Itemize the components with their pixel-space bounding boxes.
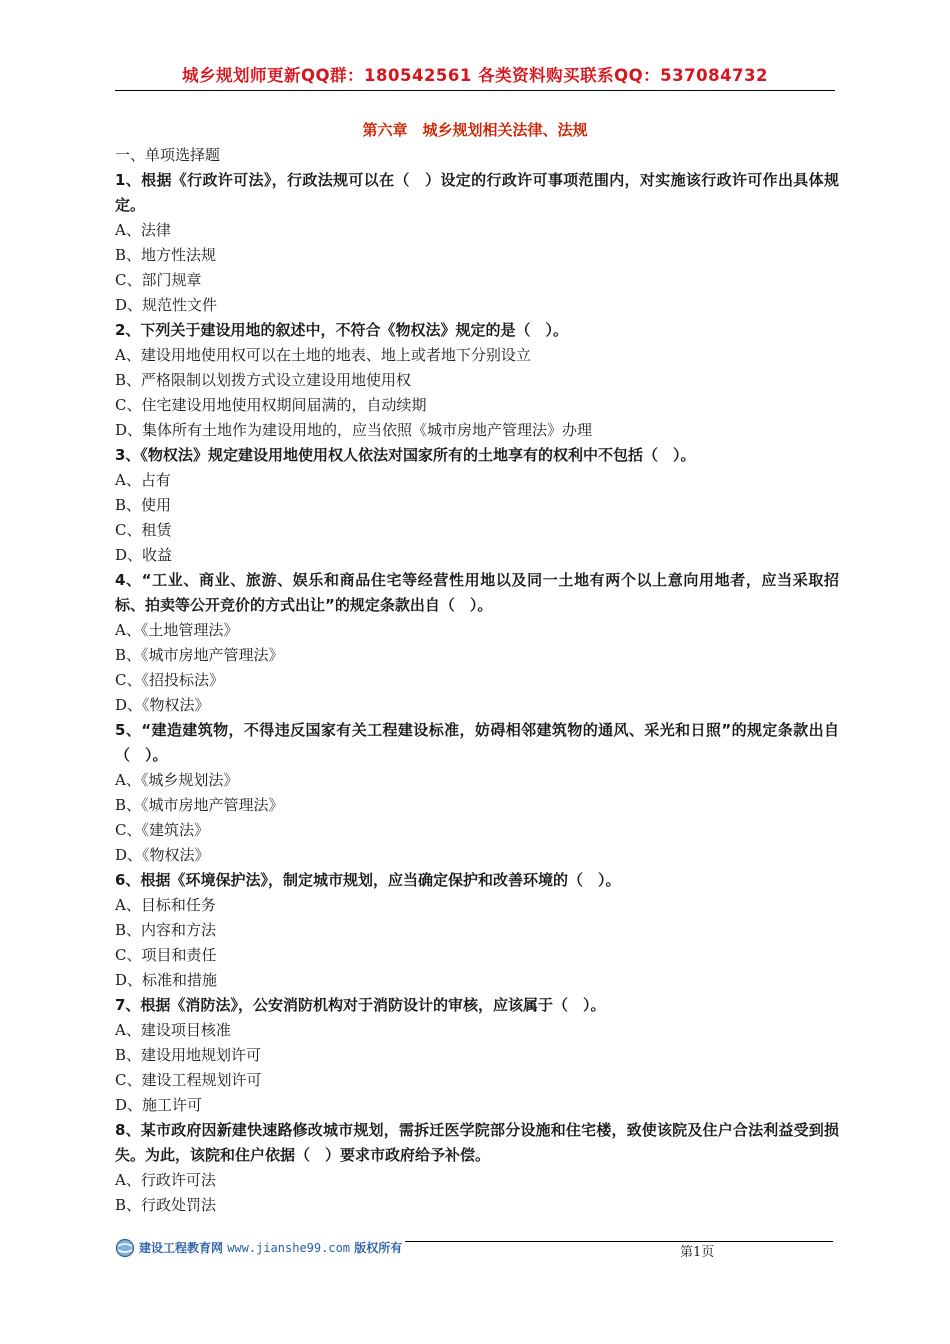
option-d: D、《物权法》 bbox=[115, 846, 210, 864]
option-d: D、标准和措施 bbox=[115, 971, 218, 989]
option-d: D、收益 bbox=[115, 546, 173, 564]
option-b: B、使用 bbox=[115, 496, 172, 514]
question-5 bbox=[115, 718, 839, 868]
globe-logo-icon bbox=[115, 1238, 135, 1258]
option-d: D、施工许可 bbox=[115, 1096, 203, 1114]
option-a: A、目标和任务 bbox=[115, 896, 216, 914]
option-a: A、《城乡规划法》 bbox=[115, 771, 239, 789]
option-b: B、建设用地规划许可 bbox=[115, 1046, 262, 1064]
option-c: C、建设工程规划许可 bbox=[115, 1071, 262, 1089]
option-b: B、行政处罚法 bbox=[115, 1196, 217, 1214]
option-b: B、内容和方法 bbox=[115, 921, 217, 939]
question-4 bbox=[115, 568, 839, 718]
page-footer bbox=[115, 1236, 835, 1266]
option-a: A、《土地管理法》 bbox=[115, 621, 239, 639]
option-c: C、住宅建设用地使用权期间届满的，自动续期 bbox=[115, 396, 427, 414]
option-a: A、建设项目核准 bbox=[115, 1021, 231, 1039]
question-8 bbox=[115, 1118, 839, 1218]
option-c: C、项目和责任 bbox=[115, 946, 217, 964]
question-3 bbox=[115, 443, 839, 568]
question-6 bbox=[115, 868, 839, 993]
chapter-title: 第六章 城乡规划相关法律、法规 bbox=[362, 121, 588, 139]
question-stem: 3、《物权法》规定建设用地使用权人依法对国家所有的土地享有的权利中不包括（ ）。 bbox=[115, 446, 696, 464]
footer-brand-name: 建设工程教育网 bbox=[139, 1241, 224, 1255]
option-d: D、《物权法》 bbox=[115, 696, 210, 714]
footer-site-link[interactable]: www.jianshe99.com bbox=[227, 1241, 351, 1255]
section-title: 一、单项选择题 bbox=[115, 146, 221, 164]
page-header bbox=[115, 64, 835, 91]
page-number: 第1页 bbox=[680, 1245, 715, 1260]
option-a: A、建设用地使用权可以在土地的地表、地上或者地下分别设立 bbox=[115, 346, 531, 364]
question-stem: 4、“工业、商业、旅游、娱乐和商品住宅等经营性用地以及同一土地有两个以上意向用地者，应当采取招标、拍卖等公开竞价的方式出让”的规定条款出自（ ）。 bbox=[115, 571, 839, 614]
document-body bbox=[115, 143, 839, 1218]
option-b: B、《城市房地产管理法》 bbox=[115, 646, 284, 664]
header-contact-text: 城乡规划师更新QQ群：180542561 各类资料购买联系QQ：537084732 bbox=[181, 66, 768, 85]
question-stem: 2、下列关于建设用地的叙述中，不符合《物权法》规定的是（ ）。 bbox=[115, 321, 568, 339]
option-d: D、集体所有土地作为建设用地的，应当依照《城市房地产管理法》办理 bbox=[115, 421, 593, 439]
question-stem: 5、“建造建筑物，不得违反国家有关工程建设标准，妨碍相邻建筑物的通风、采光和日照”的规定条款出自（ ）。 bbox=[115, 721, 839, 764]
option-d: D、规范性文件 bbox=[115, 296, 218, 314]
option-c: C、部门规章 bbox=[115, 271, 202, 289]
footer-divider bbox=[405, 1241, 833, 1242]
option-b: B、地方性法规 bbox=[115, 246, 217, 264]
question-stem: 7、根据《消防法》，公安消防机构对于消防设计的审核，应该属于（ ）。 bbox=[115, 996, 606, 1014]
option-a: A、占有 bbox=[115, 471, 171, 489]
option-c: C、租赁 bbox=[115, 521, 172, 539]
footer-copyright: 版权所有 bbox=[354, 1241, 403, 1255]
option-c: C、《建筑法》 bbox=[115, 821, 209, 839]
question-stem: 8、某市政府因新建快速路修改城市规划，需拆迁医学院部分设施和住宅楼，致使该院及住户合法利益受到损失。为此，该院和住户依据（ ）要求市政府给予补偿。 bbox=[115, 1121, 839, 1164]
footer-brand bbox=[139, 1238, 402, 1258]
question-2 bbox=[115, 318, 839, 443]
question-stem: 1、根据《行政许可法》，行政法规可以在（ ）设定的行政许可事项范围内，对实施该行政许可作出具体规定。 bbox=[115, 171, 839, 214]
option-c: C、《招投标法》 bbox=[115, 671, 224, 689]
option-a: A、行政许可法 bbox=[115, 1171, 216, 1189]
question-7 bbox=[115, 993, 839, 1118]
option-a: A、法律 bbox=[115, 221, 171, 239]
question-1 bbox=[115, 168, 839, 318]
option-b: B、《城市房地产管理法》 bbox=[115, 796, 284, 814]
question-stem: 6、根据《环境保护法》，制定城市规划，应当确定保护和改善环境的（ ）。 bbox=[115, 871, 621, 889]
option-b: B、严格限制以划拨方式设立建设用地使用权 bbox=[115, 371, 412, 389]
